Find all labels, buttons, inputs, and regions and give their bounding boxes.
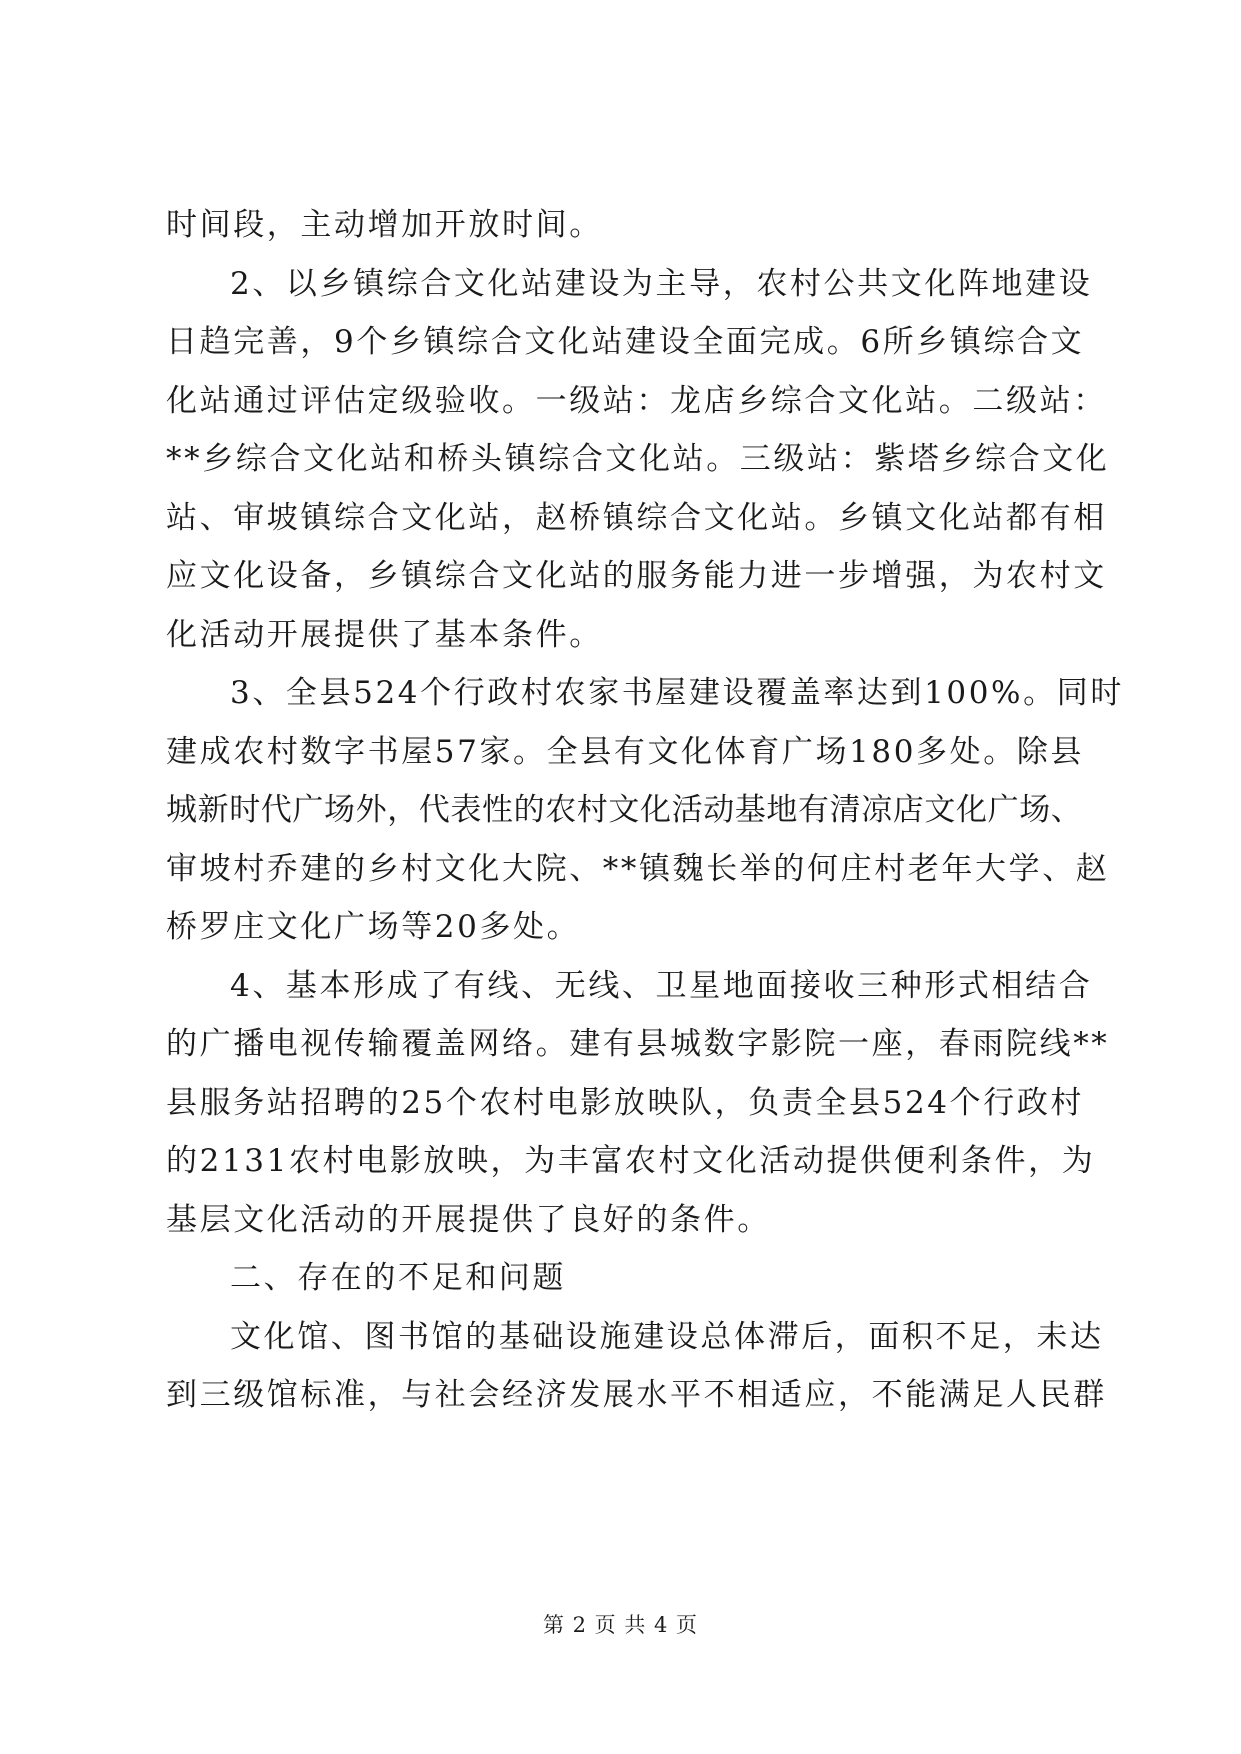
text-line: 日趋完善，9个乡镇综合文化站建设全面完成。6所乡镇综合文 xyxy=(166,324,1085,360)
text-line: 到三级馆标准，与社会经济发展水平不相适应，不能满足人民群 xyxy=(166,1377,1107,1413)
text-line: 站、审坡镇综合文化站，赵桥镇综合文化站。乡镇文化站都有相 xyxy=(166,499,1107,536)
text-line: 审坡村乔建的乡村文化大院、**镇魏长举的何庄村老年大学、赵 xyxy=(166,850,1110,887)
text-line: 的2131农村电影放映，为丰富农村文化活动提供便利条件，为 xyxy=(166,1143,1096,1179)
paragraph-4-start: 4、基本形成了有线、无线、卫星地面接收三种形式相结合 xyxy=(230,967,1093,1004)
text-line: 应文化设备，乡镇综合文化站的服务能力进一步增强，为农村文 xyxy=(166,558,1107,594)
text-line: 的广播电视传输覆盖网络。建有县城数字影院一座，春雨院线** xyxy=(166,1026,1110,1062)
section-heading: 二、存在的不足和问题 xyxy=(230,1260,566,1296)
text-line: 县服务站招聘的25个农村电影放映队，负责全县524个行政村 xyxy=(166,1084,1085,1121)
paragraph-5-start: 文化馆、图书馆的基础设施建设总体滞后，面积不足，未达 xyxy=(230,1318,1104,1355)
text-line: 桥罗庄文化广场等20多处。 xyxy=(166,909,581,945)
document-body xyxy=(166,196,1124,1425)
paragraph-3-start: 3、全县524个行政村农家书屋建设覆盖率达到100%。同时 xyxy=(230,675,1124,711)
text-line: 建成农村数字书屋57家。全县有文化体育广场180多处。除县 xyxy=(166,733,1085,770)
text-line: 化活动开展提供了基本条件。 xyxy=(166,616,603,653)
page-number-footer: 第 2 页 共 4 页 xyxy=(542,1613,699,1637)
text-line: 基层文化活动的开展提供了良好的条件。 xyxy=(166,1201,771,1238)
paragraph-2-start: 2、以乡镇综合文化站建设为主导，农村公共文化阵地建设 xyxy=(230,265,1093,302)
text-line: 时间段，主动增加开放时间。 xyxy=(166,207,603,243)
text-line: 化站通过评估定级验收。一级站：龙店乡综合文化站。二级站： xyxy=(166,382,1107,419)
text-line: **乡综合文化站和桥头镇综合文化站。三级站：紫塔乡综合文化 xyxy=(166,441,1110,477)
text-line: 城新时代广场外，代表性的农村文化活动基地有清凉店文化广场、 xyxy=(166,792,1083,828)
